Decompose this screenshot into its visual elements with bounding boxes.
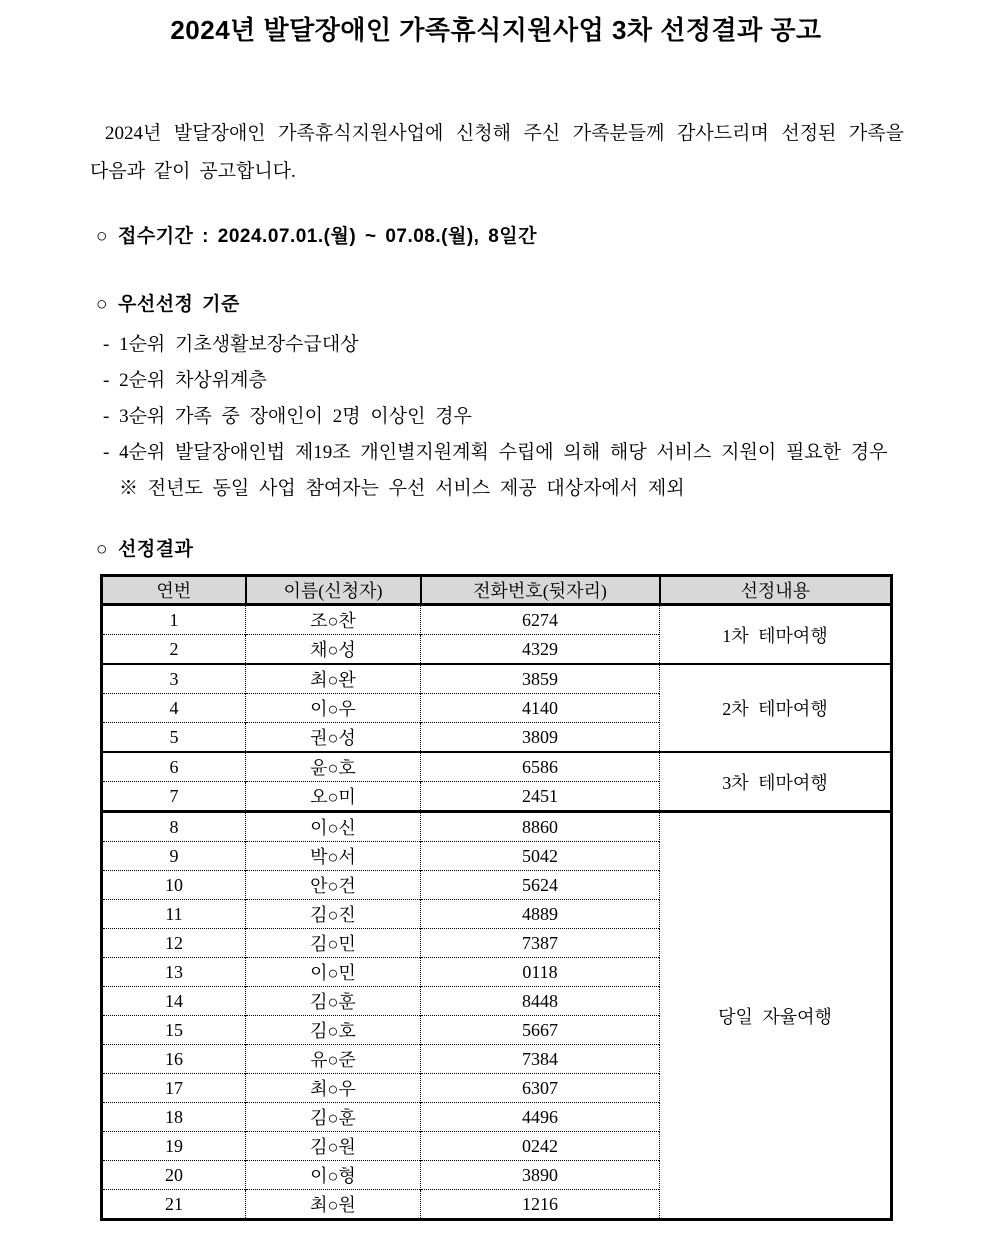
cell-applicant-name: 김○훈 [246,1103,421,1132]
col-header-selection: 선정내용 [660,576,892,605]
cell-number: 13 [102,958,246,987]
cell-applicant-name: 이○신 [246,812,421,842]
cell-phone-digits: 3859 [421,664,660,694]
cell-phone-digits: 4889 [421,900,660,929]
cell-phone-digits: 0118 [421,958,660,987]
cell-applicant-name: 이○형 [246,1161,421,1190]
cell-applicant-name: 김○민 [246,929,421,958]
application-period-text: 접수기간 : 2024.07.01.(월) ~ 07.08.(월), 8일간 [117,226,537,247]
application-period-line [96,224,992,250]
results-heading [96,537,992,563]
cell-applicant-name: 이○우 [246,694,421,723]
cell-applicant-name: 윤○호 [246,752,421,782]
cell-applicant-name: 최○완 [246,664,421,694]
criteria-item-2: - 2순위 차상위계층 [103,370,267,391]
cell-phone-digits: 2451 [421,782,660,812]
cell-selection-content: 3차 테마여행 [660,752,892,812]
cell-number: 5 [102,723,246,753]
cell-number: 1 [102,605,246,635]
cell-number: 9 [102,842,246,871]
cell-number: 10 [102,871,246,900]
cell-number: 7 [102,782,246,812]
cell-applicant-name: 김○진 [246,900,421,929]
cell-applicant-name: 권○성 [246,723,421,753]
results-heading-text: 선정결과 [117,539,194,560]
cell-phone-digits: 6274 [421,605,660,635]
cell-phone-digits: 7387 [421,929,660,958]
cell-phone-digits: 8448 [421,987,660,1016]
cell-phone-digits: 3890 [421,1161,660,1190]
criteria-item-1: - 1순위 기초생활보장수급대상 [103,334,359,355]
col-header-name: 이름(신청자) [246,576,421,605]
intro-line-2: 다음과 같이 공고합니다. [90,161,296,182]
cell-phone-digits: 5624 [421,871,660,900]
circle-bullet: ○ [96,294,108,315]
cell-phone-digits: 3809 [421,723,660,753]
cell-phone-digits: 6307 [421,1074,660,1103]
cell-number: 3 [102,664,246,694]
table-row [102,664,892,694]
cell-phone-digits: 5667 [421,1016,660,1045]
cell-applicant-name: 오○미 [246,782,421,812]
cell-phone-digits: 4140 [421,694,660,723]
cell-number: 17 [102,1074,246,1103]
cell-number: 14 [102,987,246,1016]
cell-number: 21 [102,1190,246,1220]
cell-selection-content: 2차 테마여행 [660,664,892,752]
cell-number: 20 [102,1161,246,1190]
col-header-phone: 전화번호(뒷자리) [421,576,660,605]
cell-applicant-name: 최○원 [246,1190,421,1220]
table-row [102,812,892,842]
cell-number: 15 [102,1016,246,1045]
cell-number: 4 [102,694,246,723]
cell-phone-digits: 6586 [421,752,660,782]
cell-phone-digits: 4496 [421,1103,660,1132]
cell-number: 16 [102,1045,246,1074]
table-row [102,752,892,782]
cell-selection-content: 당일 자율여행 [660,812,892,1220]
page-title: 2024년 발달장애인 가족휴식지원사업 3차 선정결과 공고 [170,15,822,45]
table-row [102,605,892,635]
selection-results-table [100,574,893,1221]
criteria-item-4: - 4순위 발달장애인법 제19조 개인별지원계획 수립에 의해 해당 서비스 지원이 필요한 경우 [103,442,888,463]
circle-bullet: ○ [96,226,108,247]
circle-bullet: ○ [96,539,108,560]
cell-phone-digits: 1216 [421,1190,660,1220]
cell-applicant-name: 이○민 [246,958,421,987]
cell-applicant-name: 안○건 [246,871,421,900]
cell-phone-digits: 8860 [421,812,660,842]
cell-phone-digits: 0242 [421,1132,660,1161]
cell-applicant-name: 채○성 [246,635,421,665]
priority-criteria-heading [96,292,992,318]
cell-number: 8 [102,812,246,842]
col-header-number: 연번 [102,576,246,605]
priority-criteria-heading-text: 우선선정 기준 [117,294,240,315]
cell-number: 12 [102,929,246,958]
cell-applicant-name: 김○원 [246,1132,421,1161]
cell-applicant-name: 최○우 [246,1074,421,1103]
table-header-row [102,576,892,605]
results-table-body [102,605,892,1220]
cell-applicant-name: 유○준 [246,1045,421,1074]
cell-number: 19 [102,1132,246,1161]
cell-number: 11 [102,900,246,929]
intro-paragraph [90,115,904,191]
priority-criteria-list [0,327,992,507]
cell-phone-digits: 7384 [421,1045,660,1074]
cell-phone-digits: 5042 [421,842,660,871]
cell-number: 2 [102,635,246,665]
criteria-exclusion-note: ※ 전년도 동일 사업 참여자는 우선 서비스 제공 대상자에서 제외 [119,478,685,499]
cell-number: 6 [102,752,246,782]
cell-applicant-name: 김○훈 [246,987,421,1016]
cell-applicant-name: 김○호 [246,1016,421,1045]
cell-number: 18 [102,1103,246,1132]
intro-line-1: 2024년 발달장애인 가족휴식지원사업에 신청해 주신 가족분들께 감사드리며 선정된 가족을 [105,123,904,144]
cell-applicant-name: 박○서 [246,842,421,871]
cell-applicant-name: 조○찬 [246,605,421,635]
criteria-item-3: - 3순위 가족 중 장애인이 2명 이상인 경우 [103,406,472,427]
cell-phone-digits: 4329 [421,635,660,665]
cell-selection-content: 1차 테마여행 [660,605,892,665]
